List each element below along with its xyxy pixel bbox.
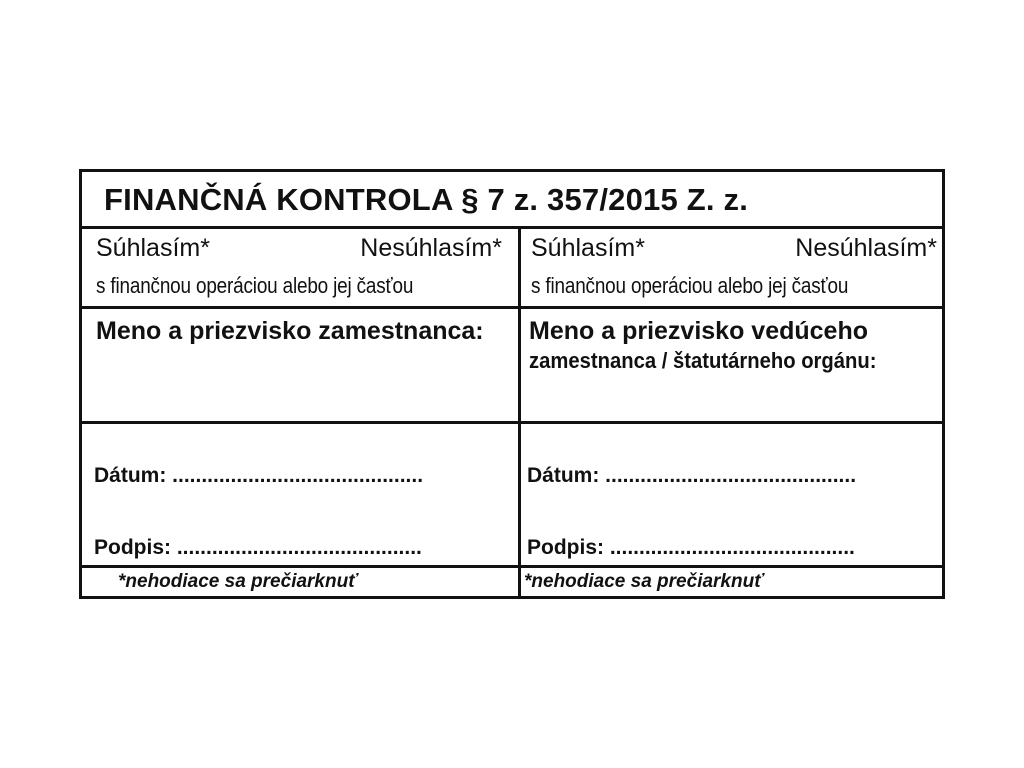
left-disagree-option[interactable]: Nesúhlasím* xyxy=(360,234,502,262)
column-divider xyxy=(518,226,521,596)
right-disagree-option[interactable]: Nesúhlasím* xyxy=(795,234,937,262)
left-agree-row xyxy=(96,234,502,262)
title-divider xyxy=(82,226,942,229)
right-manager-name-label-line2: zamestnanca / štatutárneho orgánu: xyxy=(529,348,877,373)
right-agree-option[interactable]: Súhlasím* xyxy=(531,234,645,262)
agree-section-divider xyxy=(82,306,942,309)
financial-control-stamp xyxy=(79,169,945,599)
right-agree-row xyxy=(531,234,937,262)
note-section-divider xyxy=(82,565,942,568)
right-signature-field[interactable]: Podpis: .......................................... xyxy=(527,536,855,559)
left-signature-field[interactable]: Podpis: .......................................... xyxy=(94,536,422,559)
left-employee-name-label: Meno a priezvisko zamestnanca: xyxy=(96,317,484,345)
left-operation-text: s finančnou operáciou alebo jej časťou xyxy=(96,273,414,298)
right-strike-note: *nehodiace sa prečiarknuť xyxy=(524,571,764,592)
stamp-title: FINANČNÁ KONTROLA § 7 z. 357/2015 Z. z. xyxy=(104,182,749,217)
right-operation-text: s finančnou operáciou alebo jej časťou xyxy=(531,273,849,298)
left-date-field[interactable]: Dátum: ........................................... xyxy=(94,464,424,487)
name-section-divider xyxy=(82,421,942,424)
right-manager-name-label-line1: Meno a priezvisko vedúceho xyxy=(529,317,868,345)
left-agree-option[interactable]: Súhlasím* xyxy=(96,234,210,262)
left-strike-note: *nehodiace sa prečiarknuť xyxy=(118,571,358,592)
right-date-field[interactable]: Dátum: ........................................... xyxy=(527,464,857,487)
